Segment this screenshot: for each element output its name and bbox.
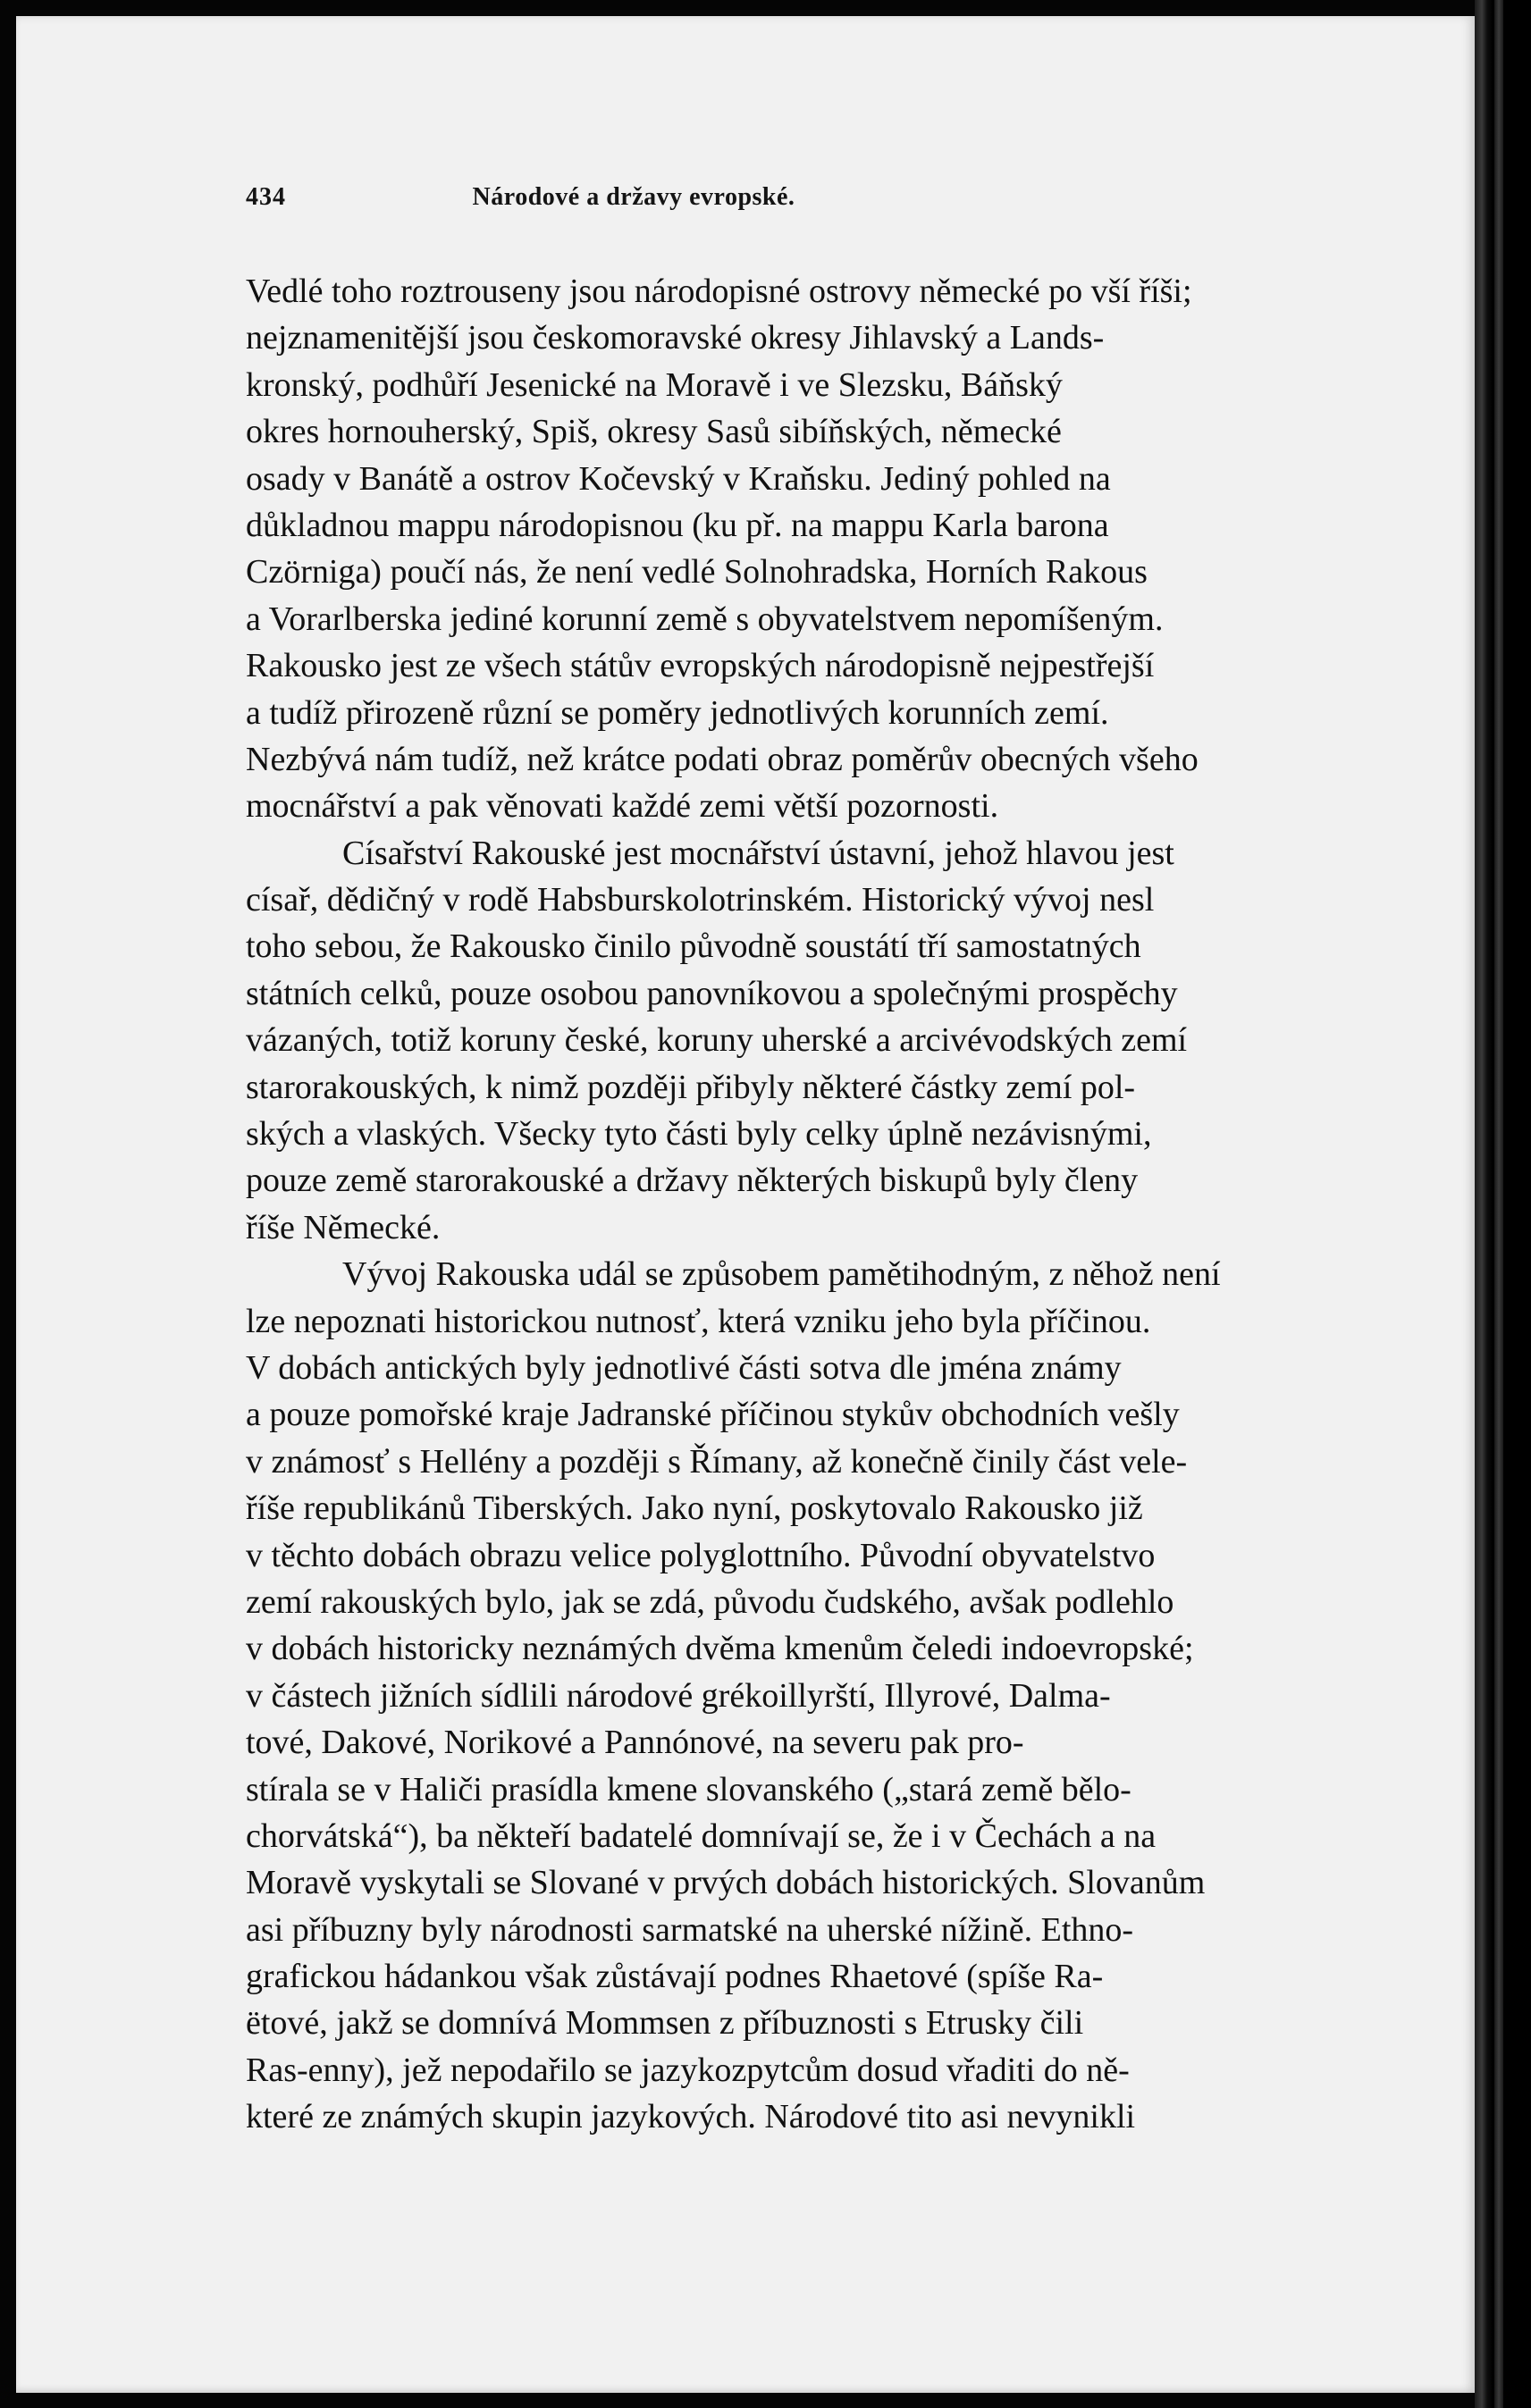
text-line: nejznamenitější jsou českomoravské okresy Jihlavský a Lands- [246,319,1105,357]
text-line: chorvátská“), ba někteří badatelé domnívají se, že i v Čechách a na [246,1816,1157,1855]
text-line: státních celků, pouze osobou panovníkovou a společnými prospěchy [246,974,1178,1012]
page-number: 434 [246,183,286,211]
text-line: starorakouských, k nimž později přibyly některé částky zemí pol- [246,1068,1136,1106]
text-line: pouze země starorakouské a državy některých biskupů byly členy [246,1162,1139,1200]
text-line: Rakousko jest ze všech státův evropských národopisně nejpestřejší [246,647,1155,685]
text-line: Vývoj Rakouska udál se způsobem pamětihodným, z něhož není [342,1255,1221,1294]
text-line: Vedlé toho roztrouseny jsou národopisné ostrovy německé po vší říši; [246,273,1192,310]
text-line: grafickou hádankou však zůstávají podnes Rhaetové (spíše Ra- [246,1958,1104,1996]
text-line: Ras-enny), jež nepodařilo se jazykozpytcům dosud vřaditi do ně- [246,2051,1130,2089]
text-line: a pouze pomořské kraje Jadranské příčinou stykův obchodních vešly [246,1396,1180,1434]
body-text [246,268,1221,2141]
text-line: císař, dědičný v rodě Habsburskolotrinském. Historický vývoj nesl [246,881,1155,919]
text-line: Nezbývá nám tudíž, než krátce podati obraz poměrův obecných všeho [246,740,1199,778]
text-line: kronský, podhůří Jesenické na Moravě i ve Slezsku, Báňský [246,365,1063,404]
text-line: důkladnou mappu národopisnou (ku př. na mappu Karla barona [246,506,1109,544]
text-line: toho sebou, že Rakousko činilo původně soustátí tří samostatných [246,927,1141,966]
text-line: říše Německé. [246,1208,441,1246]
text-line: v těchto dobách obrazu velice polyglottního. Původní obyvatelstvo [246,1536,1156,1574]
page-binding-edge [1475,0,1531,2408]
page-header [246,183,1022,215]
text-line: které ze známých skupin jazykových. Národové tito asi nevynikli [246,2098,1136,2136]
text-line: V dobách antických byly jednotlivé části sotva dle jména známy [246,1348,1122,1387]
text-line: vázaných, totiž koruny české, koruny uherské a arcivévodských zemí [246,1021,1188,1060]
text-line: v známosť s Hellény a později s Římany, až konečně činily část vele- [246,1442,1188,1481]
text-line: okres hornouherský, Spiš, okresy Sasů sibíňských, německé [246,413,1062,451]
text-line: a tudíž přirozeně různí se poměry jednotlivých korunních zemí. [246,693,1109,732]
text-line: osady v Banátě a ostrov Kočevský v Kraňsku. Jediný pohled na [246,459,1111,498]
text-line: Czörniga) poučí nás, že není vedlé Solnohradska, Horních Rakous [246,553,1148,592]
text-line: ských a vlaských. Všecky tyto části byly celky úplně nezávisnými, [246,1115,1152,1154]
text-line: říše republikánů Tiberských. Jako nyní, poskytovalo Rakousko již [246,1489,1143,1528]
text-line: lze nepoznati historickou nutnosť, která vzniku jeho byla příčinou. [246,1302,1151,1340]
text-line: zemí rakouských bylo, jak se zdá, původu čudského, avšak podlehlo [246,1582,1174,1621]
binding-strip [1494,0,1503,2408]
text-line: Císařství Rakouské jest mocnářství ústavní, jehož hlavou jest [342,834,1174,872]
text-line: Moravě vyskytali se Slované v prvých dobách historických. Slovanům [246,1864,1206,1902]
text-line: a Vorarlberska jediné korunní země s obyvatelstvem nepomíšeným. [246,600,1164,638]
text-line: v částech jižních sídlili národové grékoillyrští, Illyrové, Dalma- [246,1676,1111,1715]
text-line: asi příbuzny byly národnosti sarmatské na uherské nížině. Ethno- [246,1910,1134,1949]
text-line: mocnářství a pak věnovati každé zemi větší pozornosti. [246,787,999,826]
text-line: ëtové, jakž se domnívá Mommsen z příbuznosti s Etrusky čili [246,2004,1084,2043]
text-line: v dobách historicky neznámých dvěma kmenům čeledi indoevropské; [246,1630,1194,1668]
running-title: Národové a državy evropské. [472,183,795,211]
text-line: tové, Dakové, Norikové a Pannónové, na severu pak pro- [246,1724,1024,1762]
text-line: stírala se v Haliči prasídla kmene slovanského („stará země bělo- [246,1770,1131,1808]
